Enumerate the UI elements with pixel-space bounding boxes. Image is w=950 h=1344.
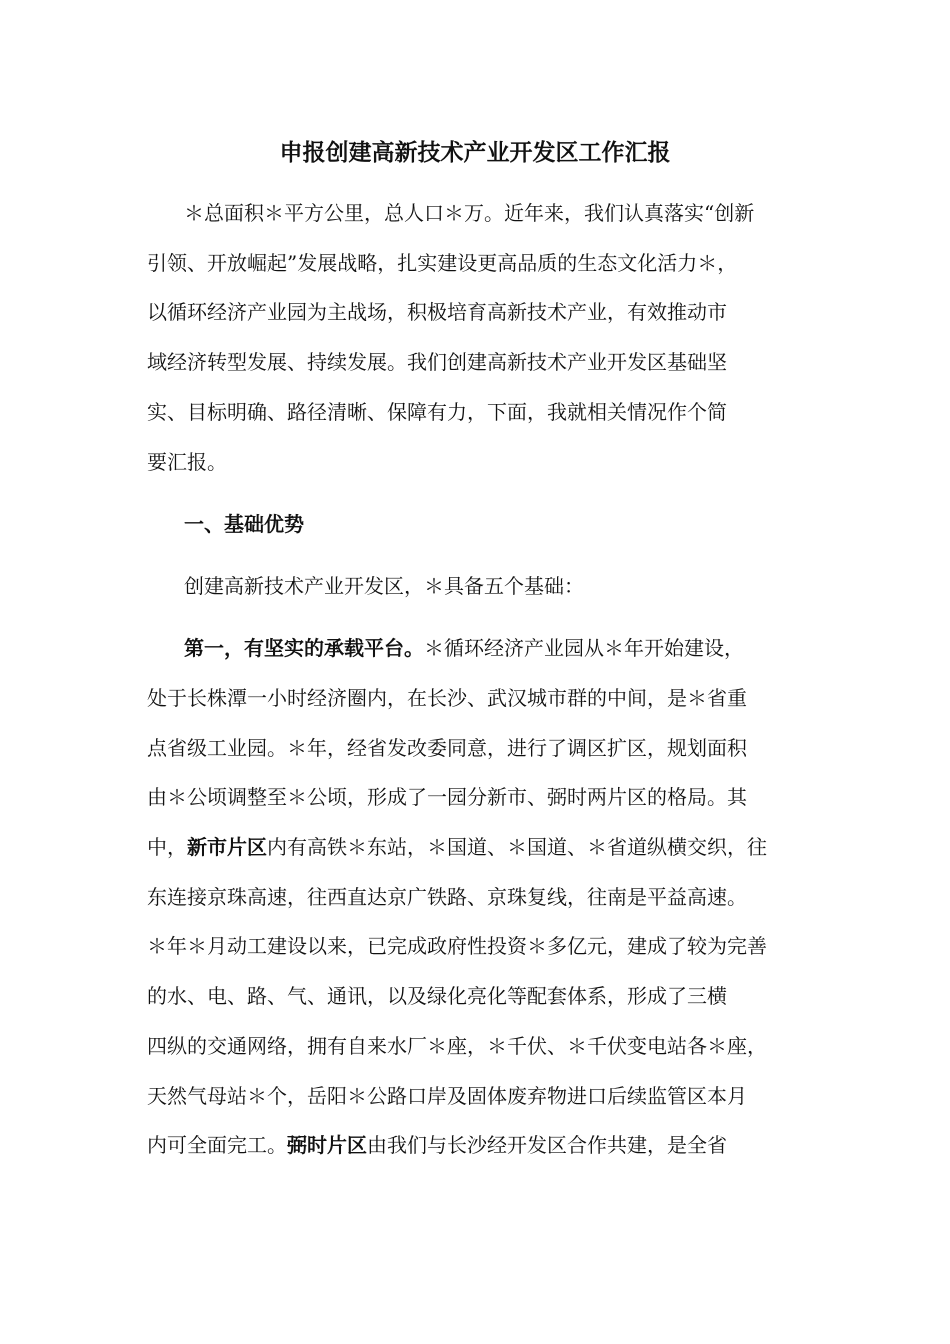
intro-line: 实、目标明确、路径清晰、保障有力，下面，我就相关情况作个简 (147, 400, 727, 424)
intro-line: 以循环经济产业园为主战场，积极培育高新技术产业，有效推动市 (147, 300, 727, 324)
paragraph-line (147, 831, 767, 863)
paragraph-line: 处于长株潭一小时经济圈内，在长沙、武汉城市群的中间，是＊省重 (147, 686, 747, 710)
paragraph-line (184, 632, 744, 664)
emphasis-xinshi: 新市片区 (187, 835, 267, 859)
paragraph-line: 点省级工业园。＊年，经省发改委同意，进行了调区扩区，规划面积 (147, 736, 747, 760)
line-text: 内可全面完工。 (147, 1133, 287, 1157)
paragraph-line (147, 1129, 727, 1161)
section-heading: 一、基础优势 (184, 512, 304, 536)
line-text: ＊循环经济产业园从＊年开始建设， (424, 636, 744, 660)
intro-line: 域经济转型发展、持续发展。我们创建高新技术产业开发区基础坚 (147, 350, 727, 374)
paragraph-line: 天然气母站＊个，岳阳＊公路口岸及固体废弃物进口后续监管区本月 (147, 1084, 747, 1108)
paragraph-line: 四纵的交通网络，拥有自来水厂＊座，＊千伏、＊千伏变电站各＊座， (147, 1034, 767, 1058)
paragraph-line: 东连接京珠高速，往西直达京广铁路、京珠复线，往南是平益高速。 (147, 885, 747, 909)
intro-line: 引领、开放崛起”发展战略，扎实建设更高品质的生态文化活力＊， (147, 251, 738, 275)
paragraph-line: ＊年＊月动工建设以来，已完成政府性投资＊多亿元，建成了较为完善 (147, 934, 767, 958)
paragraph-line: 的水、电、路、气、通讯，以及绿化亮化等配套体系，形成了三横 (147, 984, 727, 1008)
lead-bold: 第一，有坚实的承载平台。 (184, 636, 424, 660)
paragraph-line: 由＊公顷调整至＊公顷，形成了一园分新市、弼时两片区的格局。其 (147, 785, 747, 809)
emphasis-bishi: 弼时片区 (287, 1133, 367, 1157)
line-text: 中， (147, 835, 187, 859)
intro-line: 要汇报。 (147, 450, 227, 474)
document-title: 申报创建高新技术产业开发区工作汇报 (279, 139, 671, 166)
intro-line: ＊总面积＊平方公里，总人口＊万。近年来，我们认真落实“创新 (184, 201, 755, 225)
line-text: 内有高铁＊东站，＊国道、＊国道、＊省道纵横交织，往 (267, 835, 767, 859)
line-text: 由我们与长沙经开发区合作共建，是全省 (367, 1133, 727, 1157)
section-intro: 创建高新技术产业开发区，＊具备五个基础： (184, 574, 584, 598)
